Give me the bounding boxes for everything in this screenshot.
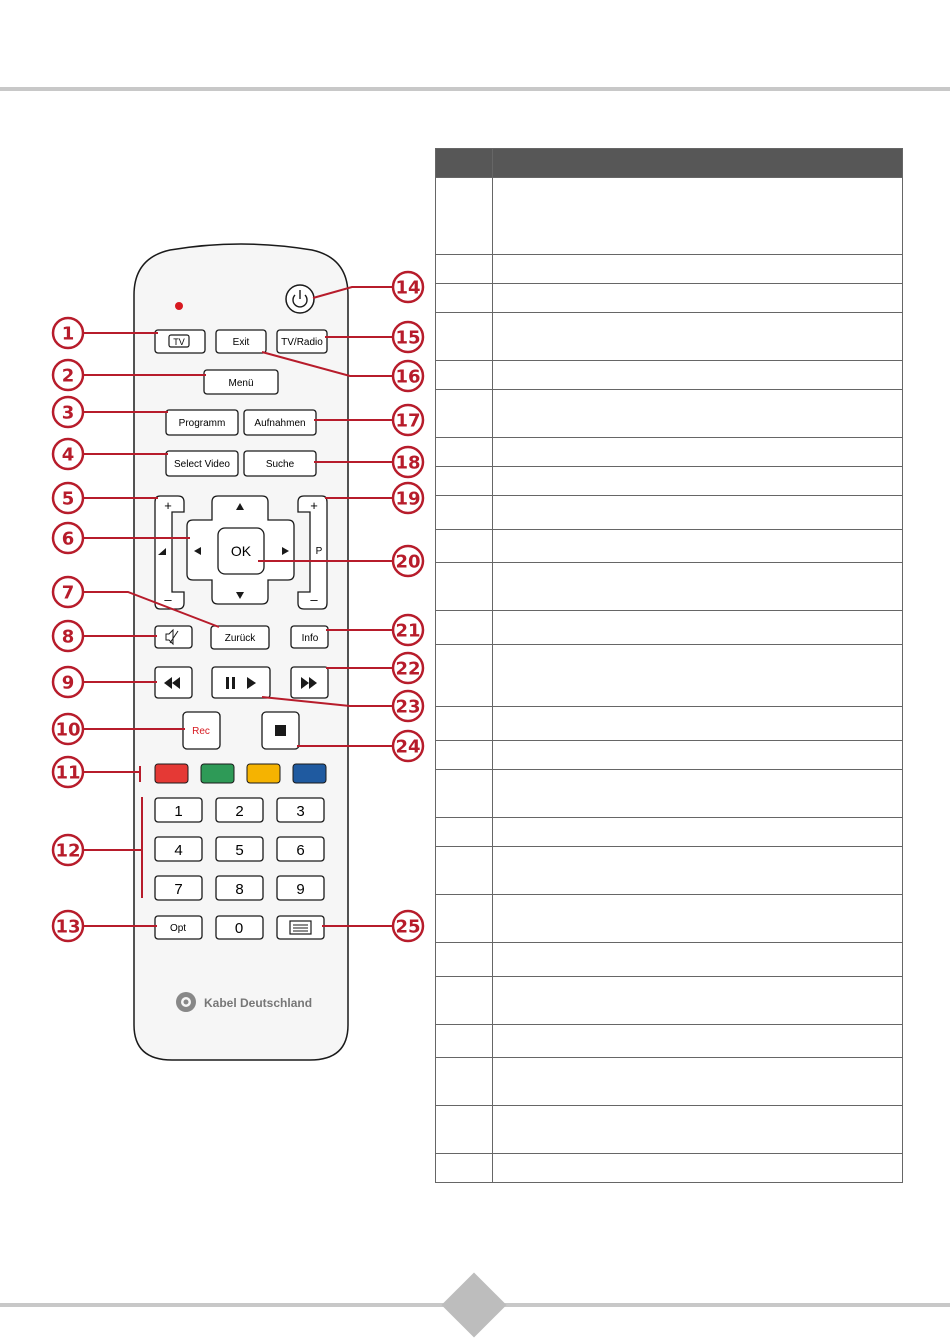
- table-cell-number: [436, 313, 493, 361]
- description-table: [435, 148, 903, 1183]
- callout-number: 12: [55, 840, 81, 862]
- callout-24: [393, 731, 423, 761]
- brand-name: Kabel Deutschland: [204, 996, 313, 1010]
- callout-number: 21: [395, 620, 421, 642]
- info-button[interactable]: [291, 626, 328, 648]
- stop-button[interactable]: [262, 712, 299, 749]
- digit-3-button[interactable]: [277, 798, 324, 822]
- digit-7-label: 7: [174, 881, 183, 898]
- table-cell-number: [436, 530, 493, 563]
- callout-17: [393, 405, 423, 435]
- yellow-color-key[interactable]: [247, 764, 280, 783]
- tv-radio-button[interactable]: [277, 330, 327, 353]
- channel-up-label: +: [310, 498, 318, 513]
- callout-18: [393, 447, 423, 477]
- tv-button[interactable]: [155, 330, 205, 353]
- channel-p-label: P: [315, 546, 323, 557]
- table-cell-description: [493, 943, 903, 977]
- digit-0-button[interactable]: [216, 916, 263, 939]
- exit-button-label: Exit: [232, 337, 250, 348]
- table-row: [436, 770, 903, 818]
- callout-1: [53, 318, 83, 348]
- digit-3-label: 3: [296, 803, 305, 820]
- table-cell-description: [493, 895, 903, 943]
- table-cell-number: [436, 1058, 493, 1106]
- table-row: [436, 313, 903, 361]
- programm-button[interactable]: [166, 410, 238, 435]
- digit-6-button[interactable]: [277, 837, 324, 861]
- callout-21: [393, 615, 423, 645]
- callout-number: 17: [395, 410, 421, 432]
- callout-number: 20: [395, 551, 421, 573]
- table-cell-description: [493, 818, 903, 847]
- volume-up-label: +: [164, 498, 172, 513]
- callout-3: [53, 397, 83, 427]
- table-cell-description: [493, 390, 903, 438]
- table-cell-description: [493, 438, 903, 467]
- teletext-button[interactable]: [277, 916, 324, 939]
- table-row: [436, 390, 903, 438]
- tv-radio-button-label: TV/Radio: [281, 337, 323, 348]
- digit-7-button[interactable]: [155, 876, 202, 900]
- callout-number: 11: [55, 762, 81, 784]
- ok-button[interactable]: [218, 528, 264, 574]
- table-cell-number: [436, 284, 493, 313]
- suche-button-label: Suche: [265, 459, 295, 470]
- table-cell-description: [493, 361, 903, 390]
- table-cell-number: [436, 611, 493, 645]
- table-row: [436, 438, 903, 467]
- table-cell-number: [436, 770, 493, 818]
- table-cell-number: [436, 563, 493, 611]
- table-row: [436, 530, 903, 563]
- select-video-button[interactable]: [166, 451, 238, 476]
- digit-4-button[interactable]: [155, 837, 202, 861]
- opt-button[interactable]: [155, 916, 202, 939]
- fast-forward-button[interactable]: [291, 667, 328, 698]
- digit-4-label: 4: [174, 842, 183, 859]
- table-row: [436, 977, 903, 1025]
- callout-25: [393, 911, 423, 941]
- table-row: [436, 467, 903, 496]
- table-cell-number: [436, 977, 493, 1025]
- digit-5-label: 5: [235, 842, 244, 859]
- rec-button[interactable]: [183, 712, 220, 749]
- callout-number: 23: [395, 696, 421, 718]
- callout-15: [393, 322, 423, 352]
- table-cell-number: [436, 361, 493, 390]
- table-cell-description: [493, 977, 903, 1025]
- callout-number: 7: [61, 582, 75, 604]
- callout-12: [53, 835, 83, 865]
- select-video-button-label: Select Video: [174, 459, 230, 470]
- numeric-keypad: [155, 798, 324, 900]
- callout-number: 8: [61, 626, 75, 648]
- table-cell-description: [493, 1154, 903, 1183]
- digit-6-label: 6: [296, 842, 305, 859]
- table-cell-number: [436, 1154, 493, 1183]
- callout-number: 4: [61, 444, 75, 466]
- table-cell-description: [493, 770, 903, 818]
- table-cell-number: [436, 895, 493, 943]
- digit-2-button[interactable]: [216, 798, 263, 822]
- table-cell-number: [436, 1025, 493, 1058]
- callout-20: [393, 546, 423, 576]
- table-cell-number: [436, 438, 493, 467]
- callout-number: 9: [61, 672, 75, 694]
- table-row: [436, 741, 903, 770]
- digit-9-button[interactable]: [277, 876, 324, 900]
- callout-number: 10: [55, 719, 81, 741]
- red-color-key[interactable]: [155, 764, 188, 783]
- callout-13: [53, 911, 83, 941]
- callout-number: 25: [395, 916, 421, 938]
- digit-1-label: 1: [174, 803, 183, 820]
- table-cell-number: [436, 178, 493, 255]
- table-cell-description: [493, 1025, 903, 1058]
- table-cell-number: [436, 847, 493, 895]
- ok-button-label: OK: [230, 543, 252, 559]
- digit-5-button[interactable]: [216, 837, 263, 861]
- stop-icon: [275, 725, 286, 736]
- callout-4: [53, 439, 83, 469]
- table-row: [436, 496, 903, 530]
- callout-number: 2: [61, 365, 75, 387]
- table-row: [436, 818, 903, 847]
- table-cell-description: [493, 1058, 903, 1106]
- table-cell-number: [436, 390, 493, 438]
- exit-button[interactable]: [216, 330, 266, 353]
- callout-number: 14: [395, 277, 421, 299]
- callout-10: [53, 714, 83, 744]
- callout-5: [53, 483, 83, 513]
- table-cell-description: [493, 284, 903, 313]
- green-color-key[interactable]: [201, 764, 234, 783]
- callout-22: [393, 653, 423, 683]
- play-pause-button[interactable]: [212, 667, 270, 698]
- table-cell-number: [436, 741, 493, 770]
- table-row: [436, 361, 903, 390]
- table-cell-number: [436, 1106, 493, 1154]
- table-row: [436, 1058, 903, 1106]
- callout-number: 5: [61, 488, 75, 510]
- table-cell-description: [493, 530, 903, 563]
- table-cell-number: [436, 707, 493, 741]
- digit-1-button[interactable]: [155, 798, 202, 822]
- channel-down-label: –: [310, 592, 318, 607]
- table-row: [436, 943, 903, 977]
- table-row: [436, 1154, 903, 1183]
- callout-number: 24: [395, 736, 421, 758]
- table-cell-description: [493, 313, 903, 361]
- digit-8-button[interactable]: [216, 876, 263, 900]
- table-row: [436, 611, 903, 645]
- table-row: [436, 1025, 903, 1058]
- callout-number: 6: [61, 528, 75, 550]
- table-cell-number: [436, 255, 493, 284]
- table-cell-number: [436, 467, 493, 496]
- callout-9: [53, 667, 83, 697]
- callout-14: [393, 272, 423, 302]
- table-row: [436, 1106, 903, 1154]
- table-row: [436, 255, 903, 284]
- rec-button-label: Rec: [192, 726, 210, 737]
- callout-number: 18: [395, 452, 421, 474]
- table-cell-description: [493, 707, 903, 741]
- callout-8: [53, 621, 83, 651]
- aufnahmen-button-label: Aufnahmen: [254, 418, 306, 429]
- table-cell-number: [436, 645, 493, 707]
- table-cell-description: [493, 741, 903, 770]
- callout-2: [53, 360, 83, 390]
- menu-button[interactable]: [204, 370, 278, 394]
- digit-8-label: 8: [235, 881, 244, 898]
- menu-button-label: Menü: [228, 378, 254, 389]
- table-row: [436, 563, 903, 611]
- pause-icon: [226, 677, 229, 689]
- callout-number: 15: [395, 327, 421, 349]
- volume-down-label: –: [164, 592, 172, 607]
- table-cell-number: [436, 943, 493, 977]
- table-row: [436, 645, 903, 707]
- table-cell-description: [493, 255, 903, 284]
- table-cell-description: [493, 847, 903, 895]
- callout-number: 16: [395, 366, 421, 388]
- programm-button-label: Programm: [178, 418, 226, 429]
- table-cell-number: [436, 496, 493, 530]
- table-header: [436, 149, 903, 178]
- aufnahmen-button[interactable]: [244, 410, 316, 435]
- info-button-label: Info: [301, 633, 319, 644]
- callout-number: 1: [61, 323, 75, 345]
- zurueck-button[interactable]: [211, 626, 269, 649]
- digit-2-label: 2: [235, 803, 244, 820]
- table-cell-description: [493, 1106, 903, 1154]
- callout-number: 19: [395, 488, 421, 510]
- callout-19: [393, 483, 423, 513]
- digit-9-label: 9: [296, 881, 305, 898]
- table-cell-description: [493, 467, 903, 496]
- table-row: [436, 895, 903, 943]
- suche-button[interactable]: [244, 451, 316, 476]
- zurueck-button-label: Zurück: [224, 633, 256, 644]
- digit-0-label: 0: [234, 920, 244, 937]
- opt-button-label: Opt: [169, 923, 187, 934]
- table-cell-description: [493, 645, 903, 707]
- power-button[interactable]: [286, 285, 314, 313]
- blue-color-key[interactable]: [293, 764, 326, 783]
- power-led: [175, 302, 183, 310]
- tv-button-label: TV: [173, 337, 185, 347]
- table-row: [436, 284, 903, 313]
- callout-number: 22: [395, 658, 421, 680]
- mute-button[interactable]: [155, 626, 192, 648]
- callout-6: [53, 523, 83, 553]
- table-cell-description: [493, 611, 903, 645]
- callout-7: [53, 577, 83, 607]
- table-row: [436, 178, 903, 255]
- callout-number: 3: [61, 402, 75, 424]
- table-cell-description: [493, 178, 903, 255]
- table-row: [436, 707, 903, 741]
- callout-number: 13: [55, 916, 81, 938]
- callout-11: [53, 757, 83, 787]
- table-cell-description: [493, 563, 903, 611]
- rewind-button[interactable]: [155, 667, 192, 698]
- table-cell-number: [436, 818, 493, 847]
- callout-16: [393, 361, 423, 391]
- callout-23: [393, 691, 423, 721]
- table-cell-description: [493, 496, 903, 530]
- table-row: [436, 847, 903, 895]
